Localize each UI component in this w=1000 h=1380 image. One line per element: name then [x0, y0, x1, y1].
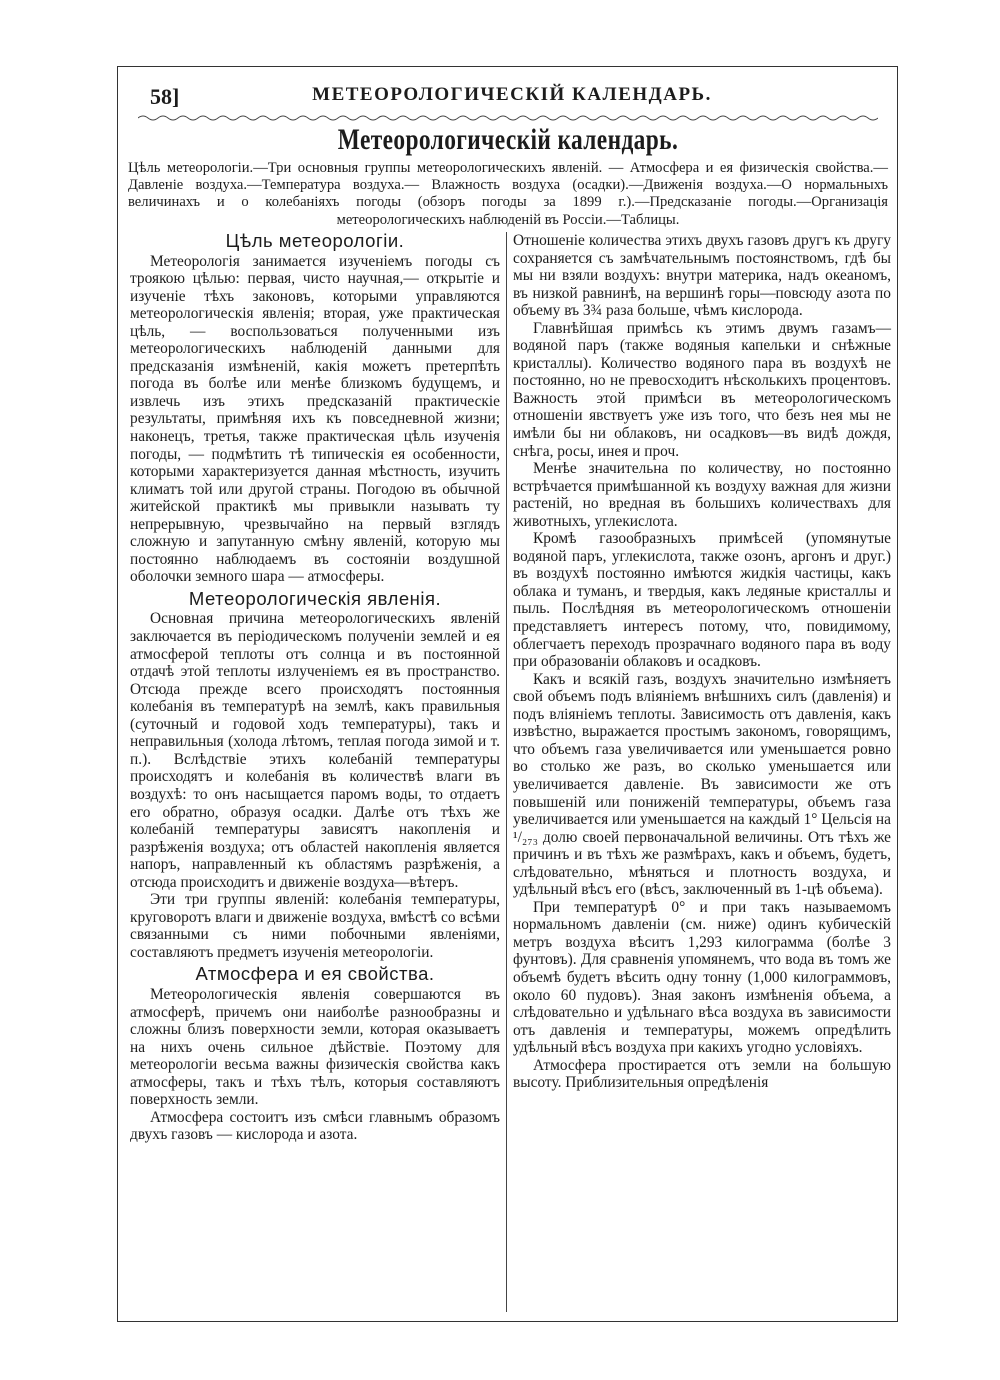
summary-contents: Цѣль метеорологіи.—Три основныя группы метеорологическихъ явленій. — Атмосфера и ея физическія свойства.—Давленіе воздуха.—Температура воздуха.— Влажность воздуха (осадки).—Движенія воздуха.—О нормальныхъ величинахъ и о колебаніяхъ погоды (обзоръ погоды за 1899 г.).—Предсказаніе погоды.—Организація метеорологическихъ наблюденій въ Россіи.—Таблицы. — [128, 160, 888, 228]
paragraph: Главнѣйшая примѣсь къ этимъ двумъ газамъ—водяной паръ (также водяныя капельки и снѣжные кристаллы). Количество водяного пара въ воздухѣ не постоянно, но не превосходитъ нѣсколькихъ процентовъ. Важность этой примѣси въ метеорологическомъ отношеніи явствуетъ уже изъ того, что безъ нея мы не имѣли бы ни облаковъ, ни осадковъ—въ видѣ дождя, снѣга, росы, инея и проч. — [513, 319, 891, 460]
page-number: 58] — [150, 84, 180, 109]
right-column — [513, 232, 891, 1092]
section-title-phenomena: Метеорологическія явленія. — [188, 587, 442, 609]
wavy-rule — [138, 114, 878, 122]
paragraph: Менѣе значительна по количеству, но постоянно встрѣчается примѣшанной къ воздуху важная для жизни растеній, но вредная въ большихъ количествахъ для животныхъ, углекислота. — [513, 460, 891, 530]
section-title-atmosphere: Атмосфера и ея свойства. — [195, 963, 435, 985]
paragraph: Какъ и всякій газъ, воздухъ значительно измѣняетъ свой объемъ подъ вліяніемъ внѣшнихъ силъ (давленія) и подъ вліяніемъ теплоты. Зависимость отъ давленія, какъ извѣстно, выражается простымъ закономъ, говорящимъ, что объемъ газа увеличивается или уменьшается ровно во столько же разъ, во сколько уменьшается или увеличивается давленіе. Въ зависимости же отъ повышеній или пониженій температуры, объемъ газа увеличивается или уменьшается на каждый 1° Цельсія на ¹/₂₇₃ долю своей первоначальной величины. Отъ тѣхъ же причинъ и въ тѣхъ же размѣрахъ, какъ и объемъ, будетъ, слѣдовательно, мѣняться и плотность воздуха, и удѣльный вѣсъ его (вѣсъ, заключенный въ 1-цѣ объема). — [513, 670, 891, 899]
paragraph: Атмосфера состоитъ изъ смѣси главнымъ образомъ двухъ газовъ — кислорода и азота. — [130, 1108, 500, 1144]
paragraph: Отношеніе количества этихъ двухъ газовъ другъ къ другу сохраняется съ замѣчательнымъ постоянствомъ, гдѣ бы мы ни взяли воздухъ: внутри материка, надъ океаномъ, въ низкой равнинѣ, на вершинѣ горы—повсюду азота по объему въ 3¾ раза больше, чѣмъ кислорода. — [513, 232, 891, 320]
paragraph: Основная причина метеорологическихъ явленій заключается въ періодическомъ полученіи землей и ея атмосферой теплоты отъ солнца и въ постоянной отдачѣ этой теплоты излученіемъ ея въ пространство. Отсюда прежде всего происходятъ постоянныя колебанія въ температурѣ на землѣ, какъ правильныя (суточный и годовой ходъ температуры), такъ и неправильныя (холода лѣтомъ, теплая погода зимой и т. п.). Вслѣдствіе этихъ колебаній температуры происходятъ и колебанія въ количествѣ влаги въ воздухѣ: то онъ насыщается паромъ воды, то отдаетъ его обратно, образуя осадки. Далѣе отъ тѣхъ же колебаній температуры зависятъ накопленія и разрѣженія воздуха; отъ областей накопленія является напоръ, направленный къ областямъ разрѣженія, а отсюда происходитъ и движеніе воздуха—вѣтеръ. — [130, 610, 500, 891]
main-title: Метеорологическій календарь. — [337, 123, 679, 156]
paragraph: Эти три группы явленій: колебанія температуры, круговоротъ влаги и движеніе воздуха, вмѣстѣ со всѣми связанными съ ними побочными явленіями, составляютъ предметъ изученія метеорологіи. — [130, 891, 500, 961]
column-divider — [506, 232, 507, 1312]
running-title: МЕТЕОРОЛОГИЧЕСКІЙ КАЛЕНДАРЬ. — [312, 84, 712, 105]
paragraph: Метеорологическія явленія совершаются въ атмосферѣ, причемъ они наиболѣе разнообразны и сложны близъ поверхности земли, которая оказываетъ на нихъ очень сильное дѣйствіе. Поэтому для метеорологіи весьма важны физическія свойства какъ атмосферы, такъ и тѣхъ тѣлъ, которыя составляютъ поверхность земли. — [130, 985, 500, 1109]
paragraph: Атмосфера простирается отъ земли на большую высоту. Приблизительныя опредѣленія — [513, 1056, 891, 1092]
paragraph: Метеорологія занимается изученіемъ погоды съ троякою цѣлью: первая, чисто научная,— открытіе и изученіе тѣхъ законовъ, которыми управляются метеорологическія явленія; вторая, уже практическая цѣль, — воспользоваться полученными изъ метеорологическихъ наблюденій данными для предсказанія измѣненій, какія можетъ претерпѣть погода въ болѣе или менѣе близкомъ будущемъ, и извлечь изъ этихъ предсказаній практическіе результаты, примѣняя ихъ къ повседневной жизни; наконецъ, третья, также практическая цѣль изученія погоды, — подмѣтить тѣ типическія ея особенности, которыми характеризуется данная мѣстность, изучить климатъ той или другой страны. Погодою въ обычной житейской практикѣ мы привыкли называть ту непрерывную, чрезвычайно на первый взглядъ сложную и запутанную смѣну явленій, которую мы постоянно наблюдаемъ въ состояніи воздушной оболочки земного шара — атмосферы. — [130, 252, 500, 586]
paragraph: Кромѣ газообразныхъ примѣсей (упомянутые водяной паръ, углекислота, также озонъ, аргонъ и друг.) въ воздухѣ постоянно имѣются жидкія частицы, какъ облака и туманъ, и твердыя, какъ ледяные кристаллы и пыль. Послѣдняя въ метеорологическомъ отношеніи представляетъ интересъ потому, что, повидимому, облегчаетъ переходъ прозрачнаго водяного пара въ воду при образованіи облаковъ и осадковъ. — [513, 530, 891, 671]
left-column — [130, 232, 500, 1144]
running-header — [138, 84, 886, 114]
paragraph: При температурѣ 0° и при такъ называемомъ нормальномъ давленіи (см. ниже) одинъ кубическій метръ воздуха вѣситъ 1,293 килограмма (болѣе 3 фунтовъ). Для сравненія упомянемъ, что вода въ томъ же объемѣ будетъ вѣсить одну тонну (1,000 килограммовъ, около 60 пудовъ). Зная законъ измѣненія объема, а слѣдовательно и удѣльнаго вѣса воздуха въ зависимости отъ давленія и температуры, можемъ опредѣлить удѣльный вѣсъ воздуха при какихъ угодно условіяхъ. — [513, 898, 891, 1057]
section-title-purpose: Цѣль метеорологіи. — [225, 230, 405, 251]
